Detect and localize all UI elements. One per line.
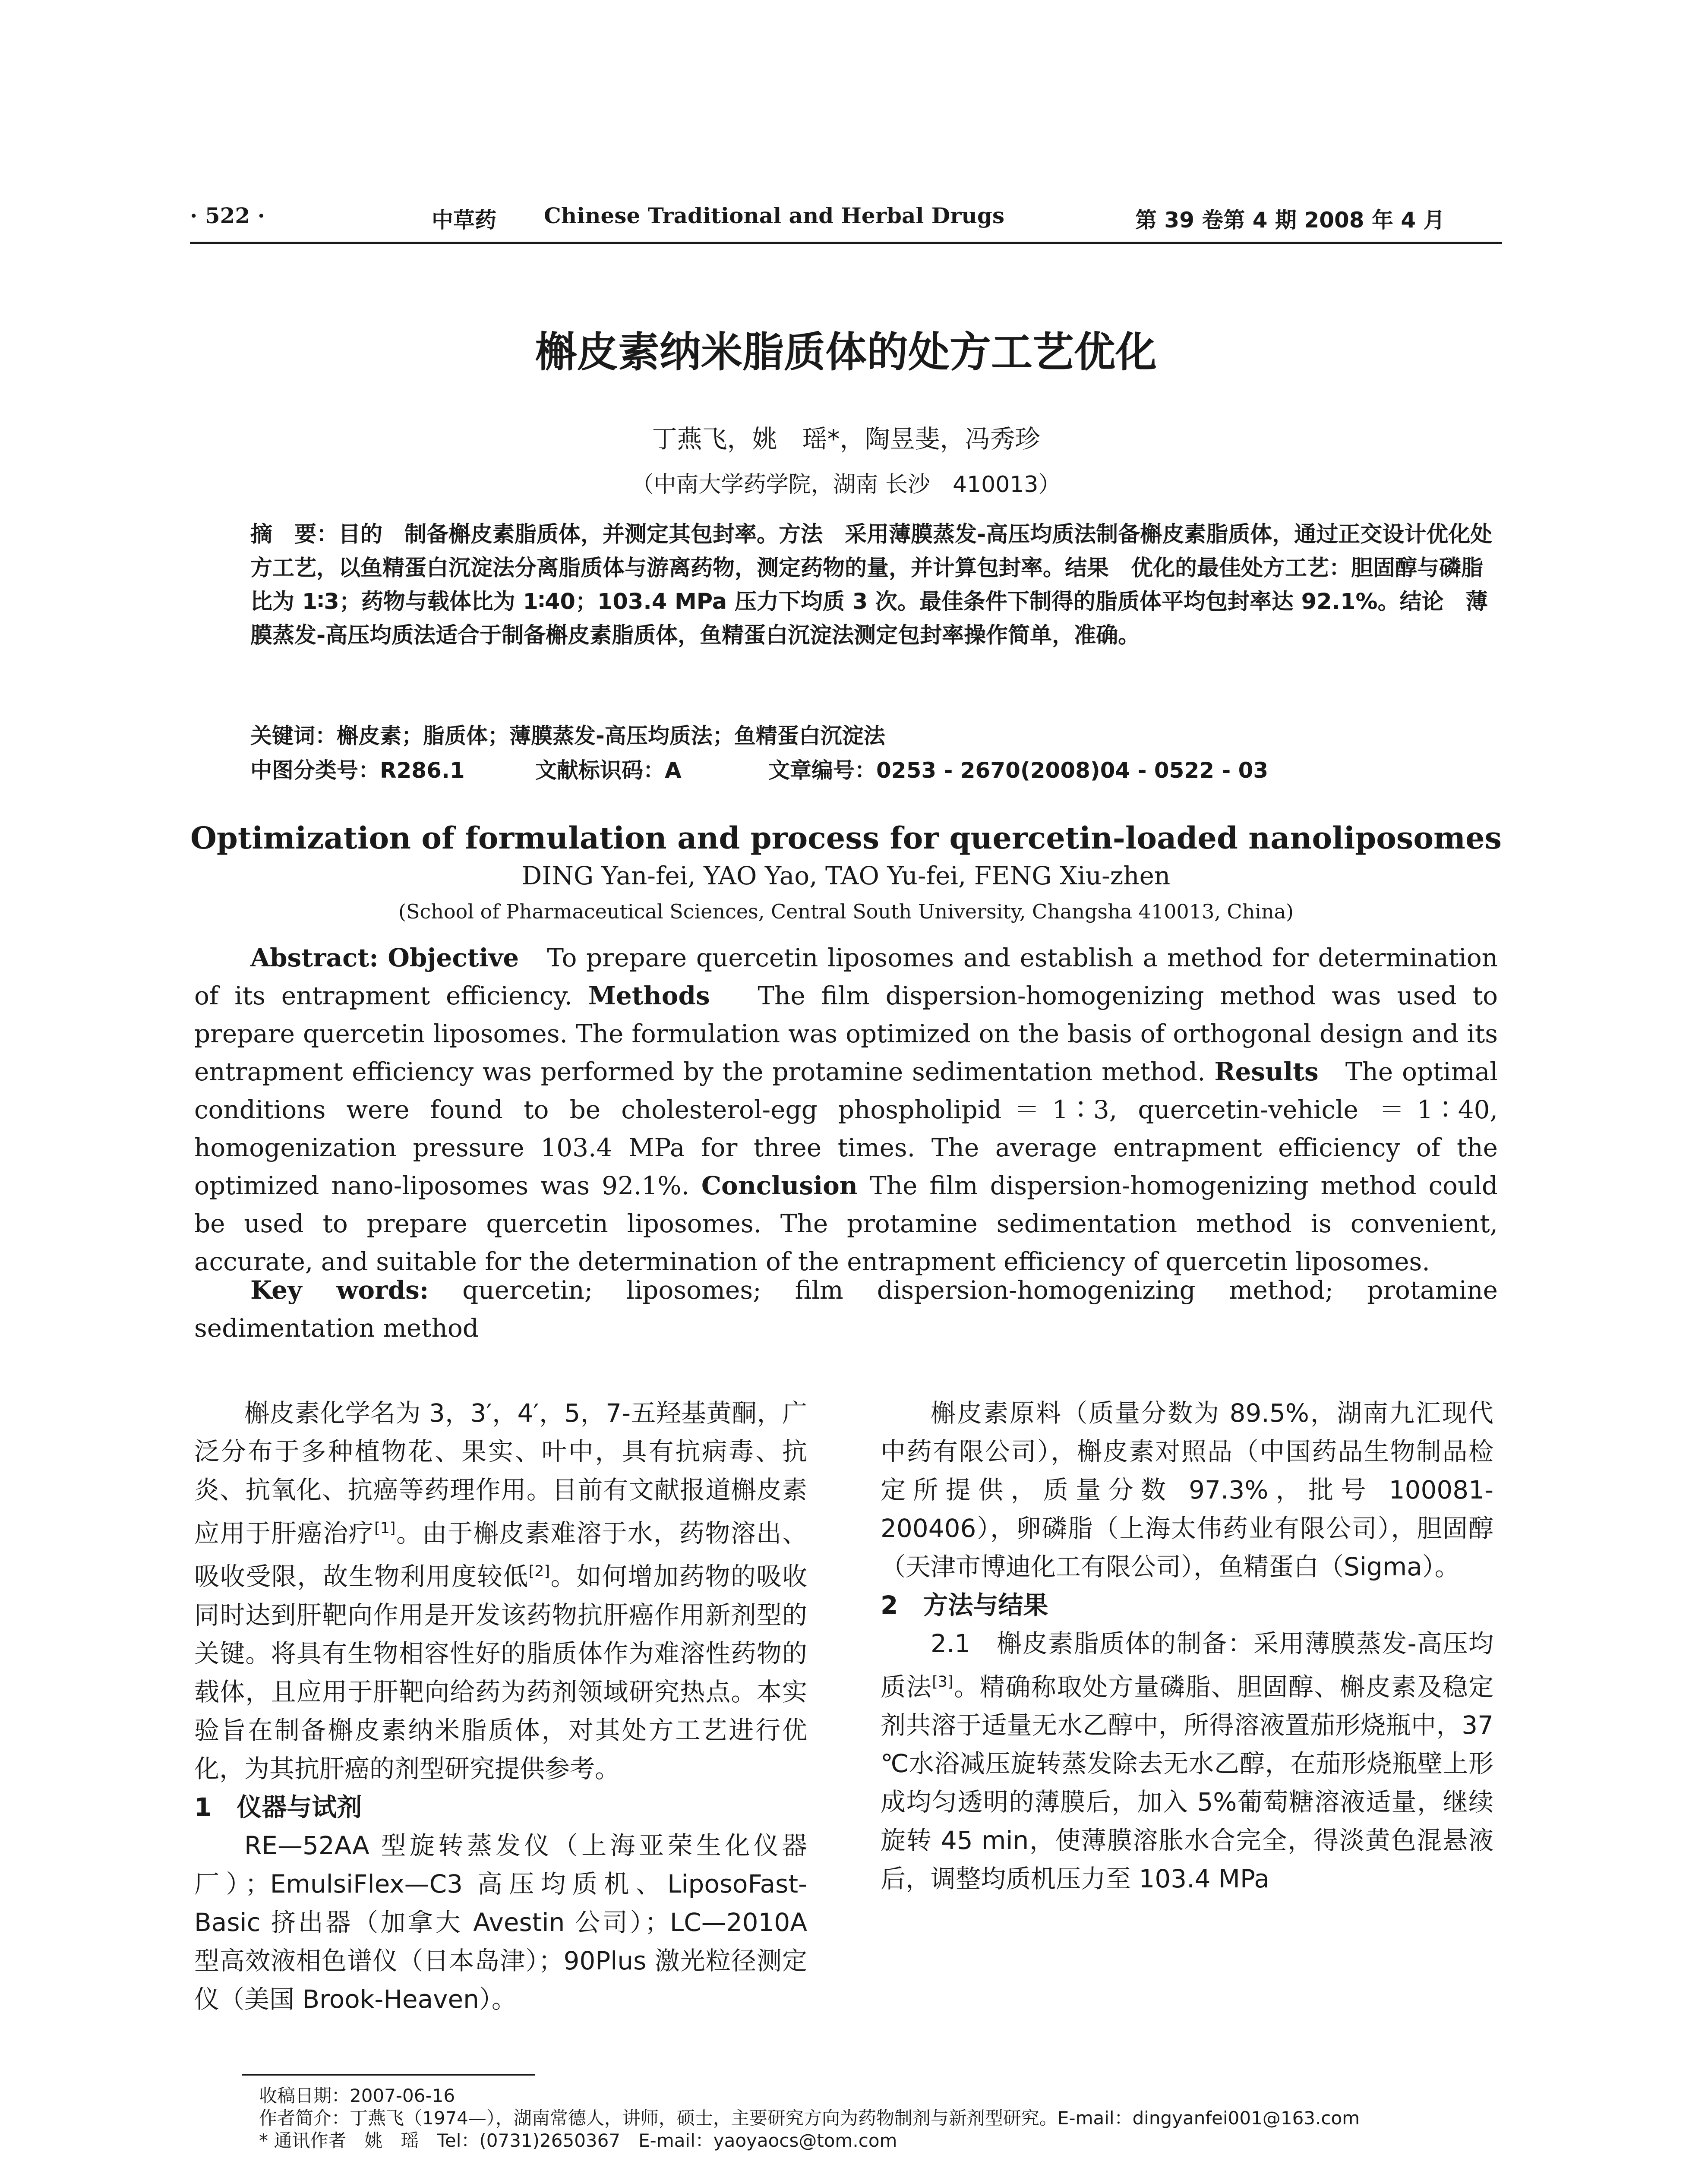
results-label-en: Results [1214,1057,1319,1086]
title-zh: 槲皮素纳米脂质体的处方工艺优化 [535,328,1157,376]
objective-label-en: Objective [388,943,519,972]
doc-value: A [665,758,682,783]
conclusion-label-en: Conclusion [701,1171,858,1200]
reagents-paragraph: 槲皮素原料（质量分数为 89.5%，湖南九汇现代中药有限公司），槲皮素对照品（中国药品生物制品检定所提供，质量分数 97.3%，批号 100081-200406），卵磷脂（上海太伟药业有限公司），胆固醇（天津市博迪化工有限公司），鱼精蛋白（Sigma）。 [881,1398,1493,1581]
article-label: 文章编号： [768,758,876,783]
title-en: Optimization of formulation and process for quercetin-loaded nanoliposomes [190,820,1502,856]
received-date: 收稿日期：2007-06-16 [259,2085,455,2106]
methods-en: The film dispersion-homogenizing method was used to prepare quercetin liposomes. The formulation was optimized on the basis of orthogonal design and its entrapment efficiency was performed by the protamine sedimentation method. [194,981,1498,1086]
results-en: The optimal conditions were found to be cholesterol-egg phospholipid＝1∶3, quercetin-vehicle ＝1∶40, homogenization pressure 103.4 MPa for three times. The average entrapment efficiency of the optimized nano-liposomes was 92.1%. [194,1057,1498,1200]
affiliation-zh: （中南大学药学院，湖南 长沙 410013） [631,472,1061,498]
page-number: · 522 · [190,203,265,228]
correspondence: * 通讯作者 姚 瑶 Tel：(0731)2650367 E-mail：yaoyaocs@tom.com [259,2130,897,2151]
clc-label: 中图分类号： [250,758,380,783]
running-header [190,203,1502,237]
objective-label-zh: 目的 [338,522,383,547]
keywords-zh-label: 关键词： [250,723,337,748]
journal-name-zh: 中草药 [432,208,496,233]
keywords-en-label: Key words: [250,1275,429,1305]
intro-text-b: 。由于槲皮素难溶于水，药物溶出、吸收受限，故生物利用度较低 [194,1518,807,1591]
conclusion-zh: 薄膜蒸发-高压均质法适合于制备槲皮素脂质体，鱼精蛋白沉淀法测定包封率操作简单，准确。 [250,589,1488,648]
body-column-left [194,1394,807,2019]
article-value: 0253 - 2670(2008)04 - 0522 - 03 [876,758,1269,783]
body-column-right [881,1394,1493,1898]
author-info: 作者简介：丁燕飞（1974—），湖南常德人，讲师，硕士，主要研究方向为药物制剂与新剂型研究。E-mail：dingyanfei001@163.com [259,2108,1360,2129]
keywords-en-text: quercetin; liposomes; film dispersion-homogenizing method; protamine sedimentation method [194,1275,1498,1343]
methods-label-en: Methods [588,981,710,1010]
citation-2: [2] [528,1563,550,1581]
objective-en: To prepare quercetin liposomes and establish a method for determination of its entrapment efficiency. [194,943,1498,1010]
abstract-en-label: Abstract: [250,943,379,972]
methods-label-zh: 方法 [779,522,823,547]
abstract-zh [250,518,1502,653]
methods-zh: 采用薄膜蒸发-高压均质法制备槲皮素脂质体，通过正交设计优化处方工艺，以鱼精蛋白沉淀法分离脂质体与游离药物，测定药物的量，并计算包封率。 [250,522,1493,581]
footnotes [259,2085,1502,2152]
affiliation-en: (School of Pharmaceutical Sciences, Central South University, Changsha 410013, China) [398,900,1294,923]
intro-text-c: 。如何增加药物的吸收同时达到肝靶向作用是开发该药物抗肝癌作用新剂型的关键。将具有生物相容性好的脂质体作为难溶性药物的载体，且应用于肝靶向给药为药剂领域研究热点。本实验旨在制备槲皮素纳米脂质体，对其处方工艺进行优化，为其抗肝癌的剂型研究提供参考。 [194,1562,807,1783]
section-heading-1: 1 仪器与试剂 [194,1792,362,1822]
keywords-en [194,1271,1498,1347]
intro-text-a: 槲皮素化学名为 3，3′，4′，5，7-五羟基黄酮，广泛分布于多种植物花、果实、叶中，具有抗病毒、抗炎、抗氧化、抗癌等药理作用。目前有文献报道槲皮素应用于肝癌治疗 [194,1398,807,1548]
issue-info: 第 39 卷第 4 期 2008 年 4 月 [1135,208,1445,233]
abstract-en [194,939,1498,1281]
objective-zh: 制备槲皮素脂质体，并测定其包封率。 [404,522,779,547]
journal-name-en: Chinese Traditional and Herbal Drugs [544,203,1004,228]
abstract-zh-label: 摘 要： [250,522,339,547]
keywords-zh-text: 槲皮素；脂质体；薄膜蒸发-高压均质法；鱼精蛋白沉淀法 [337,723,885,748]
intro-paragraph [194,1394,807,1788]
header-rule [190,242,1502,244]
section-heading-2: 2 方法与结果 [881,1590,1048,1620]
article-number [768,753,1268,784]
citation-1: [1] [374,1520,396,1537]
clc-number [250,753,465,784]
section-2-1-paragraph [881,1625,1493,1898]
keywords-zh [250,719,885,750]
section-2-1-text-b: 。精确称取处方量磷脂、胆固醇、槲皮素及稳定剂共溶于适量无水乙醇中，所得溶液置茄形烧瓶中，37 ℃水浴减压旋转蒸发除去无水乙醇，在茄形烧瓶壁上形成均匀透明的薄膜后，加入 5%葡萄糖溶液适量，继续旋转 45 min，使薄膜溶胀水合完全，得淡黄色混悬液后，调整均质机压力至 103.4 MPa [881,1672,1493,1894]
section-2-1-text-a: 2.1 槲皮素脂质体的制备：采用薄膜蒸发-高压均质法 [881,1629,1493,1702]
citation-3: [3] [932,1673,953,1691]
doc-label: 文献标识码： [535,758,665,783]
clc-value: R286.1 [380,758,465,783]
instruments-paragraph: RE—52AA 型旋转蒸发仪（上海亚荣生化仪器厂）；EmulsiFlex—C3 高压均质机、LiposoFast-Basic 挤出器（加拿大 Avestin 公司）；LC—2010A 型高效液相色谱仪（日本岛津）；90Plus 激光粒径测定仪（美国 Brook-Heaven）。 [194,1830,807,2014]
doc-code [535,753,682,784]
conclusion-en: The film dispersion-homogenizing method could be used to prepare quercetin liposomes. The protamine sedimentation method is convenient, accurate, and suitable for the determination of the entrapment efficiency of quercetin liposomes. [194,1171,1498,1276]
results-zh: 优化的最佳处方工艺：胆固醇与磷脂比为 1∶3；药物与载体比为 1∶40；103.4 MPa 压力下均质 3 次。最佳条件下制得的脂质体平均包封率达 92.1%。 [250,555,1484,615]
authors-en: DING Yan-fei, YAO Yao, TAO Yu-fei, FENG Xiu-zhen [521,861,1171,890]
results-label-zh: 结果 [1065,555,1109,581]
footnote-rule [242,2074,535,2076]
conclusion-label-zh: 结论 [1399,589,1444,615]
authors-zh: 丁燕飞，姚 瑶*，陶昱斐，冯秀珍 [652,424,1040,454]
